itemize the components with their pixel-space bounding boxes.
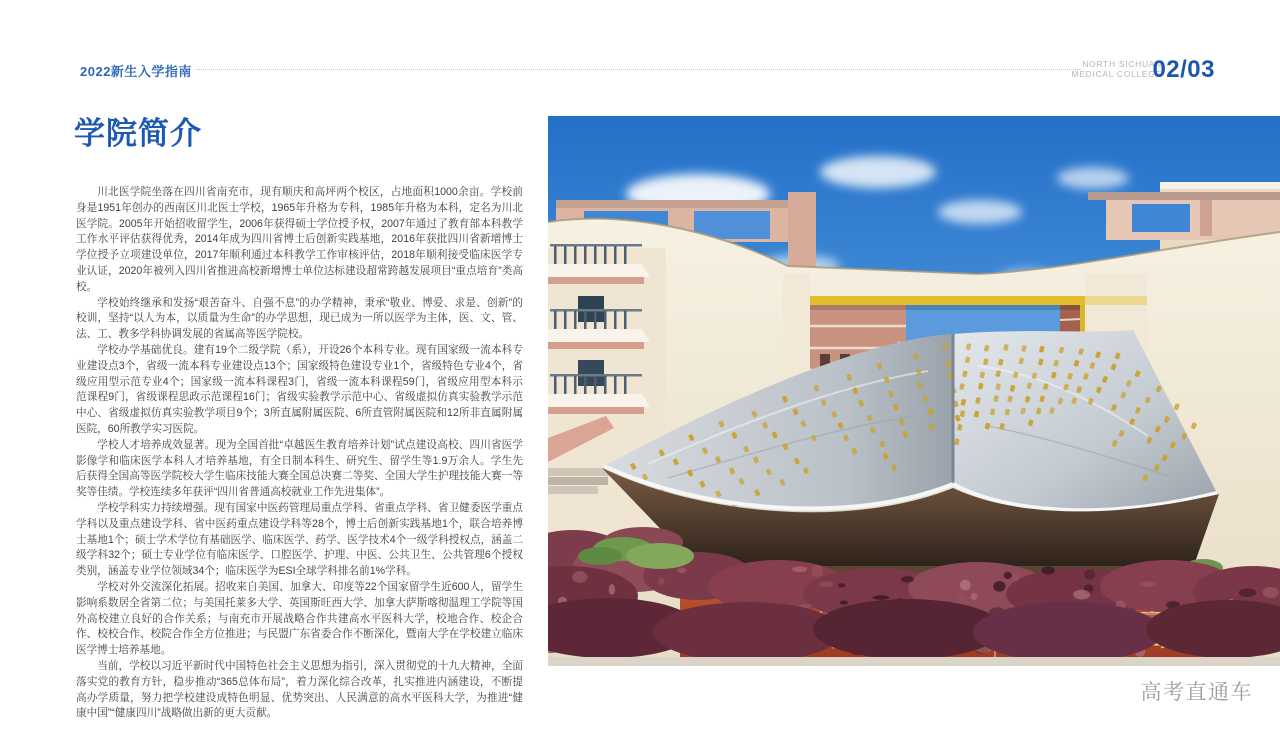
guide-edition-label: 2022新生入学指南 [80,64,192,79]
college-name-english [1002,60,1162,79]
paragraph-exchange: 学校对外交流深化拓展。招收来自美国、加拿大、印度等22个国家留学生近600人，留学生影响系数居全省第二位；与美国托莱多大学、英国斯旺西大学、加拿大萨斯喀彻温理工学院等国外高校建立良好的合作关系；与南充市开展战略合作共建高水平医科大学，校地合作、校企合作、校校合作、校院合作全方位推进；与民盟广东省委合作不断深化，暨南大学在学校建立临床医学博士培养基地。 [76,580,523,657]
page-number: 02/03 [1152,56,1215,83]
campus-photo-illustration [548,116,1280,666]
page-title: 学院简介 [74,116,202,151]
paragraph-foundation: 学校办学基础优良。建有19个二级学院（系），开设26个本科专业。现有国家级一流本科专业建设点3个，省级一流本科专业建设点13个；国家级特色建设专业1个，省级特色专业4个，省级应用型示范专业4个；国家级一流本科课程3门，省级一流本科课程59门，省级应用型本科示范课程9门，省级课程思政示范课程16门；省级实验教学示范中心、省级虚拟仿真实验教学示范中心、省级虚拟仿真实验教学项目9个；3所直属附属医院、6所直管附属医院和12所非直属附属医院，60所教学实习医院。 [76,343,523,435]
article-body [76,185,523,722]
college-name-en-line2: MEDICAL COLLEGE [1071,68,1162,79]
walkway [548,657,1280,666]
paragraph-disciplines: 学校学科实力持续增强。现有国家中医药管理局重点学科、省重点学科、省卫健委医学重点学科以及重点建设学科、省中医药重点建设学科等28个，博士后创新实践基地1个，联合培养博士基地1个；硕士学术学位有基础医学、临床医学、药学、医学技术4个一级学科授权点，涵盖二级学科32个；硕士专业学位有临床医学、口腔医学、护理、中医、公共卫生、公共管理6个授权类别，涵盖专业学位领域34个；临床医学为ESI全球学科排名前1%学科。 [76,501,523,578]
college-name-en-line1: NORTH SICHUAN [1082,59,1162,69]
paragraph-talent: 学校人才培养成效显著。现为全国首批“卓越医生教育培养计划”试点建设高校、四川省医学影像学和临床医学本科人才培养基地，有全日制本科生、研究生、留学生等1.9万余人。学生先后获得全国高等医学院校大学生临床技能大赛全国总决赛二等奖、全国大学生护理技能大赛一等奖等佳绩。学校连续多年获评“四川省普通高校就业工作先进集体”。 [76,438,523,499]
paragraph-spirit: 学校始终继承和发扬“艰苦奋斗、自强不息”的办学精神，秉承“敬业、博爱、求是、创新”的校训，坚持“以人为本，以质量为生命”的办学思想，现已成为一所以医学为主体，医、文、管、法、工、教多学科协调发展的省属高等医学院校。 [76,296,523,341]
right-roof-pergola [1088,192,1280,240]
paragraph-vision: 当前，学校以习近平新时代中国特色社会主义思想为指引，深入贯彻党的十九大精神，全面落实党的教育方针，稳步推动“365总体布局”，着力深化综合改革，扎实推进内涵建设，不断提高办学质量，努力把学校建设成特色明显、优势突出、人民满意的高水平医科大学，为推进“健康中国”“健康四川”战略做出新的更大贡献。 [76,659,523,720]
paragraph-history: 川北医学院坐落在四川省南充市，现有顺庆和高坪两个校区，占地面积1000余亩。学校前身是1951年创办的西南区川北医士学校，1965年升格为专科，1985年升格为本科，定名为川北医学院。2005年开始招收留学生，2006年获得硕士学位授予权，2007年通过了教育部本科教学工作水平评估获得优秀，2014年成为四川省博士后创新实践基地，2016年获批四川省新增博士学位授予立项建设单位，2017年顺利通过本科教学工作审核评估，2018年顺利接受临床医学专业认证，2020年被列入四川省推进高校新增博士单位达标建设超常跨越发展项目“重点培育”类高校。 [76,186,523,293]
header-dotted-rule [196,69,1082,70]
campus-photo [548,116,1280,666]
series-caption: 高考直通车 [1140,681,1253,704]
